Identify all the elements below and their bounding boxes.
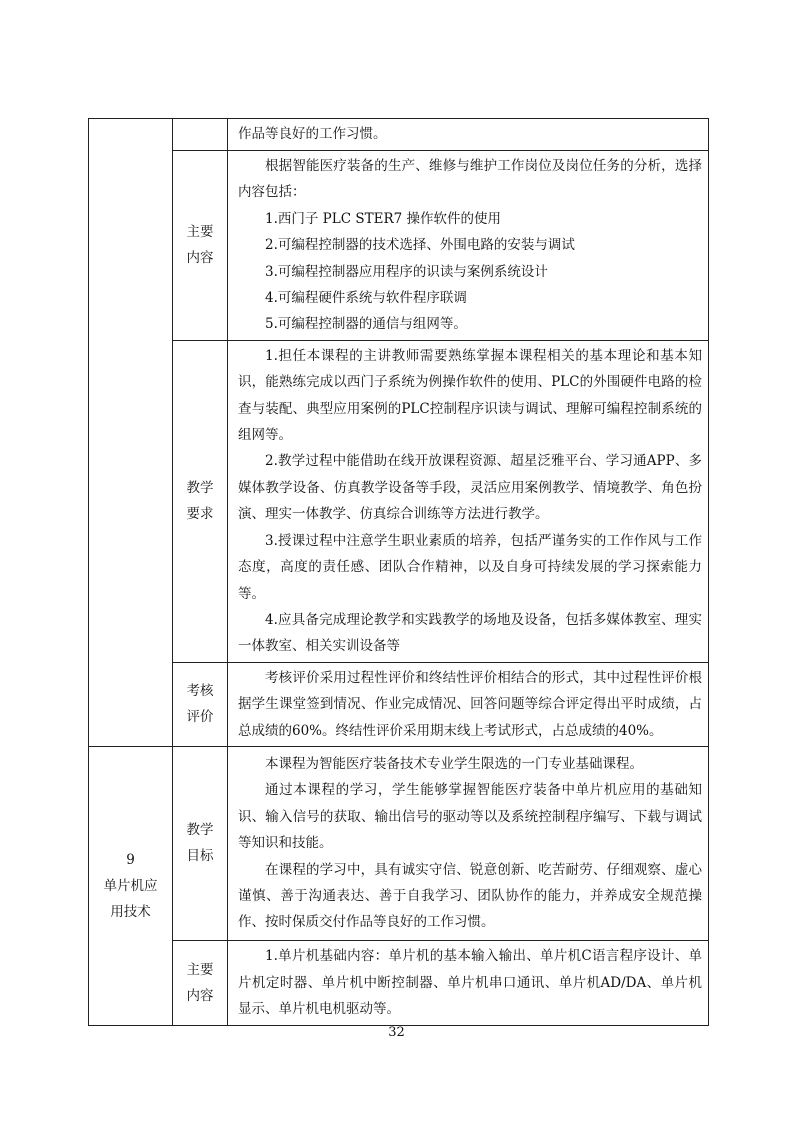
content-paragraph: 根据智能医疗装备的生产、维修与维护工作岗位及岗位任务的分析，选择内容包括：	[238, 158, 702, 201]
course-name-line: 用技术	[110, 903, 151, 920]
content-paragraph: 3.授课过程中注意学生职业素质的培养，包括严谨务实的工作作风与工作态度，高度的责任感、团队合作精神，以及自身可持续发展的学习探索能力等。	[238, 532, 702, 602]
course-name-line: 单片机应	[103, 877, 158, 894]
content-cell	[228, 940, 709, 1025]
label-line: 评价	[186, 709, 214, 726]
course-cell-previous	[89, 119, 173, 747]
content-cell	[228, 746, 709, 940]
course-cell	[89, 746, 173, 1025]
label-line: 目标	[186, 848, 214, 865]
content-paragraph: 本课程为智能医疗装备技术专业学生限选的一门专业基础课程。	[265, 756, 643, 773]
label-line: 考核	[186, 683, 214, 700]
content-cell	[228, 151, 709, 341]
content-cell	[228, 119, 709, 151]
label-line: 内容	[186, 250, 214, 267]
table-row	[89, 151, 709, 341]
label-cell-empty	[173, 119, 228, 151]
label-cell	[173, 940, 228, 1025]
content-paragraph: 1.单片机基础内容：单片机的基本输入输出、单片机C语言程序设计、单片机定时器、单片机中断控制器、单片机串口通讯、单片机AD/DA、单片机显示、单片机电机驱动等。	[238, 948, 702, 1018]
content-paragraph: 在课程的学习中，具有诚实守信、锐意创新、吃苦耐劳、仔细观察、虚心谨慎、善于沟通表达、善于自我学习、团队协作的能力，并养成安全规范操作、按时保质交付作品等良好的工作习惯。	[238, 861, 702, 931]
content-paragraph: 2.教学过程中能借助在线开放课程资源、超星泛雅平台、学习通APP、多媒体教学设备、仿真教学设备等手段，灵活应用案例教学、情境教学、角色扮演、理实一体教学、仿真综合训练等方法进行教学。	[238, 453, 702, 523]
content-paragraph: 4.应具备完成理论教学和实践教学的场地及设备，包括多媒体教室、理实一体教室、相关实训设备等	[238, 611, 702, 655]
content-list-item: 1.西门子 PLC STER7 操作软件的使用	[265, 210, 501, 227]
table-row	[89, 119, 709, 151]
label-cell	[173, 151, 228, 341]
content-paragraph: 1.担任本课程的主讲教师需要熟练掌握本课程相关的基本理论和基本知识，能熟练完成以西门子系统为例操作软件的使用、PLC的外围硬件电路的检查与装配、典型应用案例的PLC控制程序识读与调试、理解可编程控制系统的组网等。	[238, 347, 702, 444]
table-row	[89, 746, 709, 940]
course-syllabus-table	[88, 118, 709, 1026]
course-number: 9	[126, 851, 135, 868]
label-line: 教学	[186, 480, 214, 497]
content-cell	[228, 662, 709, 746]
content-list-item: 3.可编程控制器应用程序的识读与案例系统设计	[265, 263, 548, 280]
label-cell	[173, 746, 228, 940]
label-line: 教学	[186, 822, 214, 839]
page-number: 32	[388, 1025, 405, 1040]
content-line: 作品等良好的工作习惯。	[238, 126, 387, 143]
label-line: 要求	[186, 506, 214, 523]
content-paragraph: 考核评价采用过程性评价和终结性评价相结合的形式，其中过程性评价根据学生课堂签到情况、作业完成情况、回答问题等综合评定得出平时成绩，占总成绩的60%。终结性评价采用期末线上考试形式，占总成绩的40%。	[238, 669, 702, 739]
content-paragraph: 通过本课程的学习，学生能够掌握智能医疗装备中单片机应用的基础知识、输入信号的获取、输出信号的驱动等以及系统控制程序编写、下载与调试等知识和技能。	[238, 782, 702, 852]
table-row	[89, 340, 709, 662]
label-line: 主要	[186, 961, 214, 978]
table-row	[89, 662, 709, 746]
label-line: 主要	[186, 224, 214, 241]
content-list-item: 4.可编程硬件系统与软件程序联调	[265, 290, 467, 307]
content-list-item: 2.可编程控制器的技术选择、外围电路的安装与调试	[265, 237, 575, 254]
content-list-item: 5.可编程控制器的通信与组网等。	[265, 316, 467, 333]
label-cell	[173, 340, 228, 662]
table-row	[89, 940, 709, 1025]
label-cell	[173, 662, 228, 746]
label-line: 内容	[186, 987, 214, 1004]
content-cell	[228, 340, 709, 662]
